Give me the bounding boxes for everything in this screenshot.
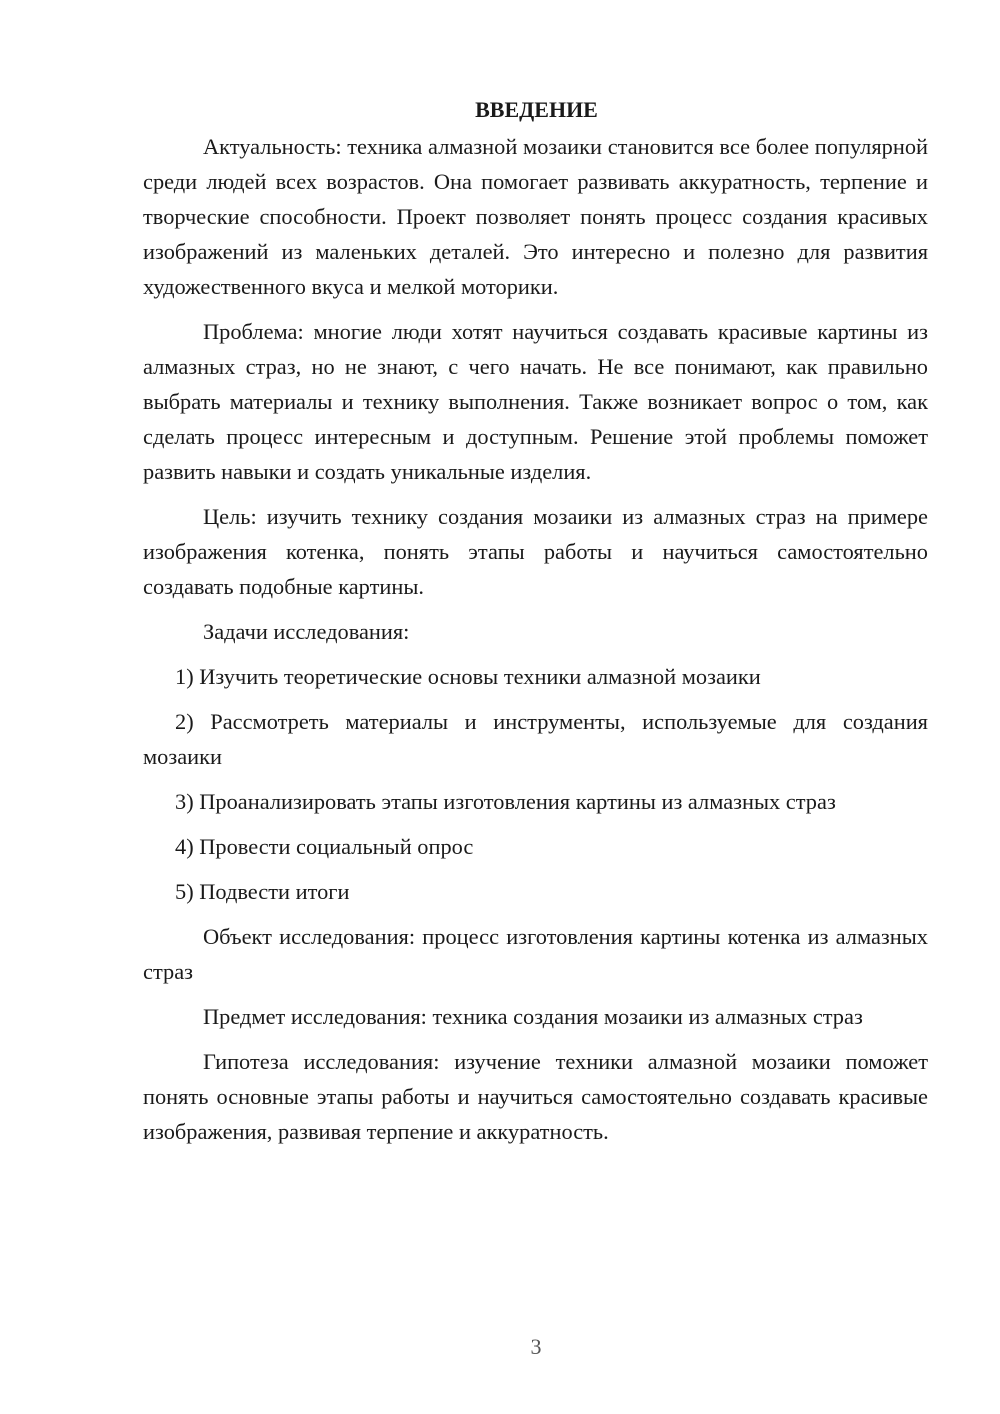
tasks-heading: Задачи исследования: xyxy=(203,619,410,644)
task-item: 4) Провести социальный опрос xyxy=(175,834,474,859)
task-item: 1) Изучить теоретические основы техники алмазной мозаики xyxy=(175,664,761,689)
document-page xyxy=(143,92,928,1159)
object-paragraph: Объект исследования: процесс изготовления картины котенка из алмазных страз xyxy=(143,924,928,984)
subject-paragraph: Предмет исследования: техника создания мозаики из алмазных страз xyxy=(203,1004,863,1029)
page-number: 3 xyxy=(530,1334,542,1359)
relevance-paragraph: Актуальность: техника алмазной мозаики становится все более популярной среди людей всех возрастов. Она помогает развивать аккуратность, терпение и творческие способности. Проект позволяет понять процесс создания красивых изображений из маленьких деталей. Это интересно и полезно для развития художественного вкуса и мелкой моторики. xyxy=(143,134,928,299)
hypothesis-paragraph: Гипотеза исследования: изучение техники алмазной мозаики поможет понять основные этапы работы и научиться самостоятельно создавать красивые изображения, развивая терпение и аккуратность. xyxy=(143,1049,928,1144)
section-title: ВВЕДЕНИЕ xyxy=(475,97,598,122)
problem-paragraph: Проблема: многие люди хотят научиться создавать красивые картины из алмазных страз, но не знают, с чего начать. Не все понимают, как правильно выбрать материалы и технику выполнения. Также возникает вопрос о том, как сделать процесс интересным и доступным. Решение этой проблемы поможет развить навыки и создать уникальные изделия. xyxy=(143,319,928,484)
task-item: 3) Проанализировать этапы изготовления картины из алмазных страз xyxy=(175,789,836,814)
task-item: 2) Рассмотреть материалы и инструменты, используемые для создания мозаики xyxy=(143,709,928,769)
task-item: 5) Подвести итоги xyxy=(175,879,350,904)
tasks-list xyxy=(143,659,928,909)
goal-paragraph: Цель: изучить технику создания мозаики из алмазных страз на примере изображения котенка, понять этапы работы и научиться самостоятельно создавать подобные картины. xyxy=(143,504,928,599)
